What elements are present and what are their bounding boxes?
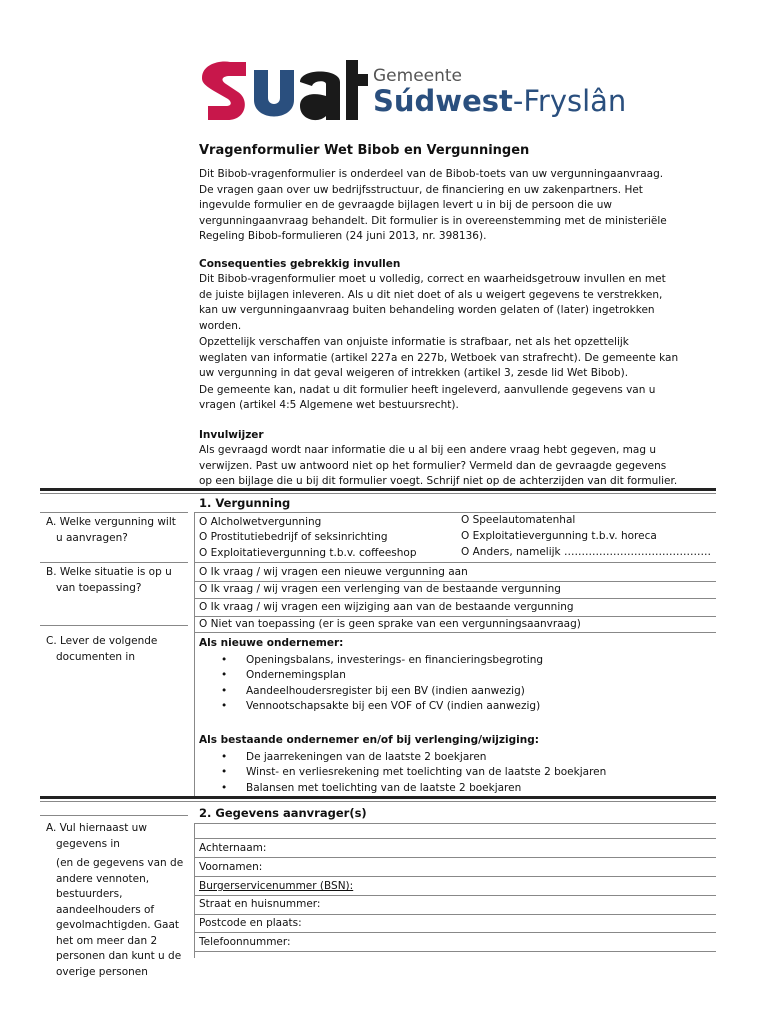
row-divider	[194, 512, 716, 513]
option-verlenging[interactable]: O Ik vraag / wij vragen een verlenging van de bestaande vergunning	[199, 583, 561, 595]
field-telefoon[interactable]: Telefoonnummer:	[199, 936, 291, 948]
logo-text-name: Súdwest-Fryslân	[373, 84, 627, 118]
section-title-gegevens: 2. Gegevens aanvrager(s)	[199, 806, 367, 820]
option-niet-van-toepassing[interactable]: O Niet van toepassing (er is geen sprake van een vergunningsaanvraag)	[199, 618, 581, 630]
existing-entrepreneur-block	[199, 733, 606, 796]
row-divider	[194, 632, 716, 633]
column-divider	[194, 512, 195, 796]
question-c-label: C. Lever de volgende documenten in	[46, 635, 158, 663]
option-nieuwe-vergunning[interactable]: O Ik vraag / wij vragen een nieuwe vergunning aan	[199, 566, 468, 578]
option-horeca[interactable]: O Exploitatievergunning t.b.v. horeca	[461, 530, 657, 542]
option-prostitution[interactable]: O Prostitutiebedrijf of seksinrichting	[199, 531, 388, 543]
row-divider	[194, 857, 716, 858]
guide-paragraph: Als gevraagd wordt naar informatie die u al bij een andere vraag hebt gegeven, mag u verwijzen. Past uw antwoord niet op het formulier? Vermeld dan de gevraagde gegevens op een bijlage die u bij dit formulier voegt. Schrijf niet op de achterzijden van dit formulier.	[199, 444, 678, 487]
section-divider	[40, 488, 716, 491]
field-postcode[interactable]: Postcode en plaats:	[199, 917, 302, 929]
option-anders[interactable]: O Anders, namelijk ……………………………………	[461, 546, 711, 558]
logo-text-gemeente: Gemeente	[373, 66, 463, 86]
list-item: • Aandeelhoudersregister bij een BV (indien aanwezig)	[221, 684, 543, 700]
option-alcohol[interactable]: O Alcholwetvergunning	[199, 516, 322, 528]
row-divider	[194, 876, 716, 877]
list-item: • Openingsbalans, investerings- en financieringsbegroting	[221, 653, 543, 669]
field-bsn[interactable]: Burgerservicenummer (BSN):	[199, 880, 354, 892]
guide-heading: Invulwijzer	[199, 428, 264, 441]
question-b-label: B. Welke situatie is op u van toepassing?	[46, 566, 172, 594]
row-divider	[194, 895, 716, 896]
new-entrepreneur-list	[221, 653, 543, 715]
page-title: Vragenformulier Wet Bibob en Vergunningen	[199, 143, 530, 158]
section-divider	[40, 796, 716, 799]
existing-entrepreneur-list	[221, 750, 606, 797]
existing-entrepreneur-heading: Als bestaande ondernemer en/of bij verlenging/wijziging:	[199, 734, 539, 746]
row-divider	[194, 562, 716, 563]
list-item: • De jaarrekeningen van de laatste 2 boekjaren	[221, 750, 606, 766]
row-divider	[194, 838, 716, 839]
consequences-heading: Consequenties gebrekkig invullen	[199, 257, 401, 270]
row-divider	[194, 914, 716, 915]
list-item: • Winst- en verliesrekening met toelichting van de laatste 2 boekjaren	[221, 765, 606, 781]
list-item: • Ondernemingsplan	[221, 668, 543, 684]
option-speelautomatenhal[interactable]: O Speelautomatenhal	[461, 514, 576, 526]
row-divider	[194, 823, 716, 824]
intro-section	[199, 143, 679, 490]
row-divider	[40, 512, 188, 513]
consequences-paragraph: De gemeente kan, nadat u dit formulier heeft ingeleverd, aanvullende gegevens van u vragen (artikel 4:5 Algemene wet bestuursrecht).	[199, 383, 656, 411]
intro-paragraph: Dit Bibob-vragenformulier is onderdeel van de Bibob-toets van uw vergunningaanvraag. De vragen gaan over uw bedrijfsstructuur, de financiering en uw zakenpartners. Het ingevulde formulier en de gevraagde bijlagen levert u in bij de persoon die uw vergunningaanvraag behandelt. Dit formulier is in overeenstemming met de ministeriële Regeling Bibob-formulieren (24 juni 2013, nr. 398136).	[199, 168, 667, 242]
row-divider	[194, 598, 716, 599]
new-entrepreneur-block	[199, 636, 543, 715]
municipality-logo	[200, 58, 640, 128]
row-divider	[194, 951, 716, 952]
list-item: • Balansen met toelichting van de laatste 2 boekjaren	[221, 781, 606, 797]
row-divider	[40, 562, 188, 563]
consequences-paragraph: Dit Bibob-vragenformulier moet u volledig, correct en waarheidsgetrouw invullen en met de juiste bijlagen inleveren. Als u dit niet doet of als u weigert gegevens te verstrekken, kan uw vergunningaanvraag buiten behandeling worden gelaten of (later) ingetrokken worden.	[199, 273, 666, 332]
consequences-paragraph: Opzettelijk verschaffen van onjuiste informatie is strafbaar, net als het opzettelijk weglaten van informatie (artikel 227a en 227b, Wetboek van strafrecht). De gemeente kan uw vergunning in dat geval weigeren of intrekken (artikel 3, zesde lid Wet Bibob).	[199, 336, 679, 379]
list-item: • Vennootschapsakte bij een VOF of CV (indien aanwezig)	[221, 699, 543, 715]
section-title-vergunning: 1. Vergunning	[199, 496, 291, 510]
section-divider	[40, 493, 716, 494]
field-achternaam[interactable]: Achternaam:	[199, 842, 267, 854]
row-divider	[40, 815, 188, 816]
option-coffeeshop[interactable]: O Exploitatievergunning t.b.v. coffeeshop	[199, 547, 417, 559]
row-divider	[40, 625, 188, 626]
section2-question-a-label: A. Vul hiernaast uw gegevens in (en de gegevens van de andere vennoten, bestuurders, aandeelhouders of gevolmachtigden. Gaat het om meer dan 2 personen dan kunt u de overige personen	[46, 822, 184, 978]
column-divider	[194, 823, 195, 958]
new-entrepreneur-heading: Als nieuwe ondernemer:	[199, 637, 344, 649]
section-divider	[40, 801, 716, 802]
question-a-label: A. Welke vergunning wilt u aanvragen?	[46, 516, 176, 544]
logo-mark-icon	[200, 58, 368, 122]
field-voornamen[interactable]: Voornamen:	[199, 861, 263, 873]
field-straat[interactable]: Straat en huisnummer:	[199, 898, 321, 910]
option-wijziging[interactable]: O Ik vraag / wij vragen een wijziging aan van de bestaande vergunning	[199, 601, 574, 613]
row-divider	[194, 932, 716, 933]
